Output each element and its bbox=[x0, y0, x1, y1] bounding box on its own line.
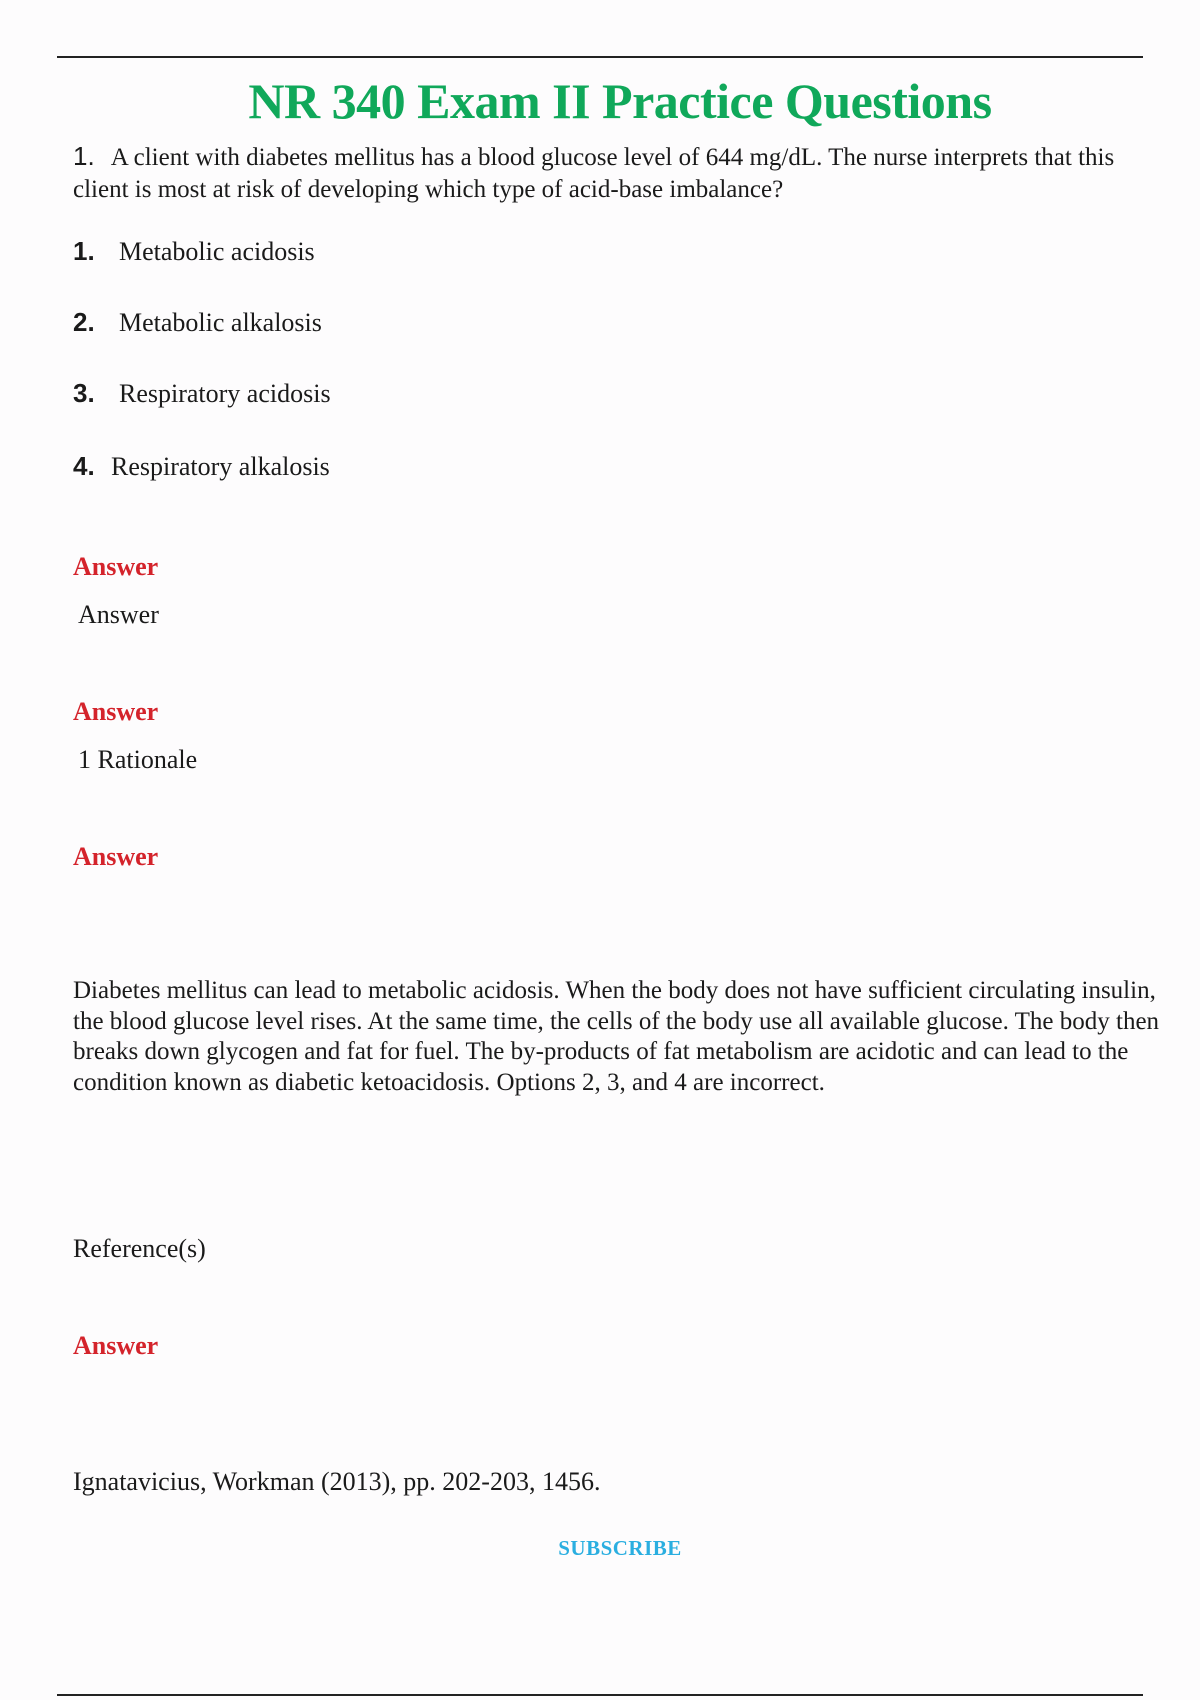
option-number: 2. bbox=[73, 307, 95, 337]
option-3 bbox=[73, 378, 331, 409]
top-rule bbox=[57, 56, 1143, 58]
option-4 bbox=[73, 451, 330, 482]
page-title: NR 340 Exam II Practice Questions bbox=[248, 73, 992, 129]
subscribe-link[interactable]: SUBSCRIBE bbox=[558, 1536, 682, 1560]
answer-heading-4: Answer bbox=[73, 1331, 159, 1360]
question-text bbox=[73, 140, 1153, 206]
question-number: 1. bbox=[73, 141, 95, 171]
option-label: Respiratory acidosis bbox=[119, 379, 331, 408]
option-number: 3. bbox=[73, 378, 95, 408]
option-number: 1. bbox=[73, 236, 95, 266]
answer-heading-1: Answer bbox=[73, 552, 159, 581]
references-heading: Reference(s) bbox=[73, 1234, 206, 1263]
answer-text-2: 1 Rationale bbox=[78, 745, 198, 774]
option-label: Metabolic acidosis bbox=[119, 237, 315, 266]
option-number: 4. bbox=[73, 451, 95, 481]
answer-heading-2: Answer bbox=[73, 697, 159, 726]
reference-citation: Ignatavicius, Workman (2013), pp. 202-203, 1456. bbox=[73, 1467, 601, 1496]
rationale-paragraph: Diabetes mellitus can lead to metabolic acidosis. When the body does not have sufficient circulating insulin, the blood glucose level rises. At the same time, the cells of the body use all available glucose. The body then breaks down glycogen and fat for fuel. The by-products of fat metabolism are acidotic and can lead to the condition known as diabetic ketoacidosis. Options 2, 3, and 4 are incorrect. bbox=[73, 977, 1160, 1096]
option-2 bbox=[73, 307, 322, 338]
option-1 bbox=[73, 236, 315, 267]
question-stem: A client with diabetes mellitus has a blood glucose level of 644 mg/dL. The nurse interprets that this client is most at risk of developing which type of acid-base imbalance? bbox=[73, 144, 1115, 203]
option-label: Respiratory alkalosis bbox=[111, 452, 330, 481]
answer-heading-3: Answer bbox=[73, 842, 159, 871]
bottom-rule bbox=[57, 1694, 1143, 1696]
answer-text-1: Answer bbox=[78, 600, 159, 629]
option-label: Metabolic alkalosis bbox=[119, 308, 322, 337]
